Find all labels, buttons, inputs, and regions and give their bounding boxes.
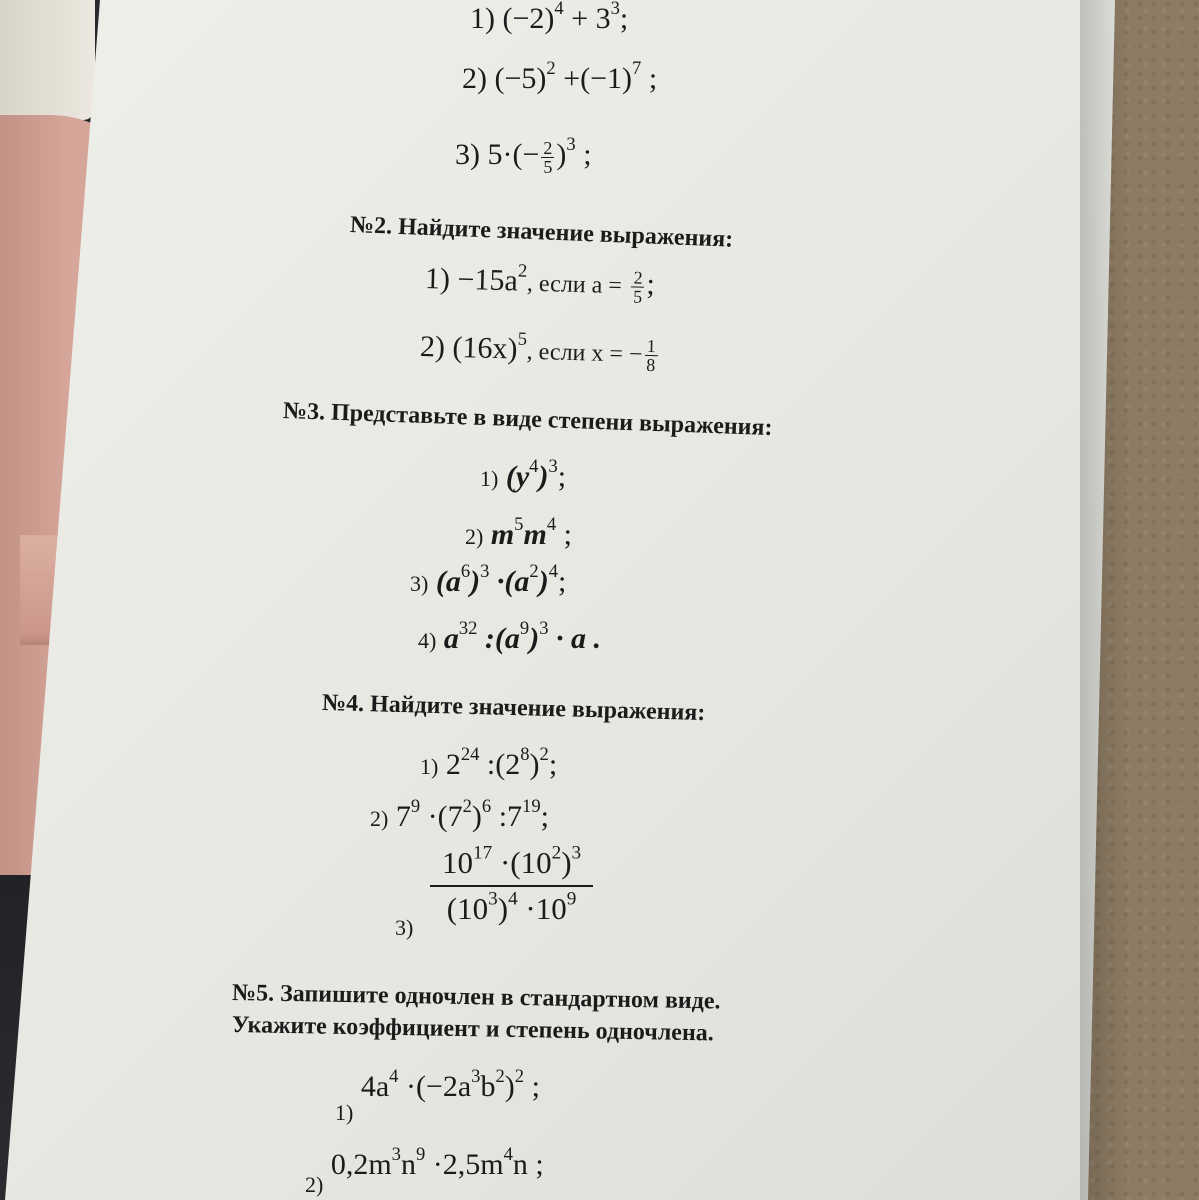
- task5-item1: $_{1)}$ $4a^4 \cdot(-2a^3b^2)^2$ ;: [335, 1066, 540, 1125]
- task4-item3-fraction: [430, 842, 593, 927]
- fraction-denominator: $(10^3)^4 \cdot 10^9$: [446, 888, 577, 926]
- task3-item2: 2) $m^5m^4$ ;: [465, 514, 572, 551]
- task3-item1: 1) $(y^4)^3$;: [480, 456, 567, 493]
- task2-item1: $1) -15a^2$, если a = $\frac{2}{5}$ ;: [424, 260, 656, 307]
- task2-item2: 2) $(16x)^5$, если x = − $\frac{1}{8}$: [419, 328, 656, 375]
- task1-item3: 3) 5·(− $\frac{2}{5}$ )$^3$ ;: [455, 134, 592, 177]
- task4-item2: 2) $7^9 \cdot(7^2)^6$ $:7^{19}$;: [370, 796, 549, 833]
- fraction: $\frac{1}{8}$: [645, 335, 656, 375]
- task3-item4: 4) $a^{32}$ $:(a^9)^3 \cdot a$ .: [418, 618, 601, 655]
- task2-header: №2. Найдите значение выражения:: [349, 212, 734, 253]
- white-object: [0, 0, 95, 120]
- task4-header: №4. Найдите значение выражения:: [321, 690, 706, 727]
- paper-edge-shadow: [1080, 0, 1130, 1200]
- task3-header: №3. Представьте в виде степени выражения:: [282, 398, 773, 442]
- task5-item2: $_{2)}$ $0,2m^3n^9 \cdot 2,5m^4n$ ;: [305, 1144, 544, 1197]
- fraction: $\frac{2}{5}$: [632, 267, 643, 307]
- task4-item1: 1) $2^{24}$ $:(2^8)^2$;: [420, 744, 558, 781]
- fraction-numerator: $10^{17} \cdot(10^2)^3$: [430, 845, 593, 887]
- task5-header-line1: №5. Запишите одночлен в стандартном виде.: [231, 980, 721, 1015]
- task1-item1: 1) $(-2)^4 + 3^3$;: [470, 0, 629, 35]
- fraction: $\frac{2}{5}$: [543, 137, 553, 177]
- task5-header-line2: Укажите коэффициент и степень одночлена.: [231, 1012, 715, 1047]
- task4-item3-number: 3): [395, 915, 414, 940]
- task3-item3: 3) $(a^6)^3 \cdot(a^2)^4$;: [410, 561, 567, 598]
- task1-item2: 2) $(-5)^2 +(-1)^7$ ;: [462, 58, 658, 95]
